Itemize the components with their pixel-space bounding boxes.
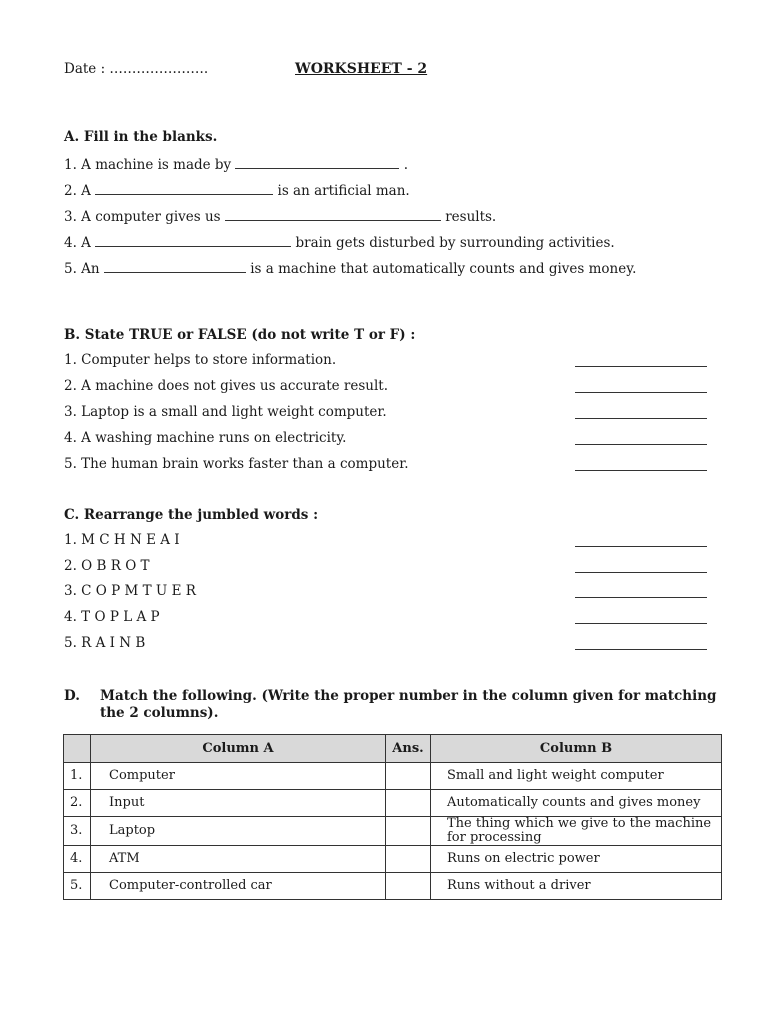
- column-b-cell: Runs without a driver: [431, 873, 722, 900]
- answer-cell[interactable]: [386, 846, 431, 873]
- true-false-item: 3. Laptop is a small and light weight computer.: [64, 404, 387, 420]
- answer-line: [575, 470, 707, 471]
- table-header-row: [64, 735, 722, 763]
- fill-blank-q5: 5. An is a machine that automatically counts and gives money.: [64, 261, 637, 277]
- worksheet-title: WORKSHEET - 2: [295, 61, 428, 77]
- answer-line: [575, 392, 707, 393]
- header-column-a: Column A: [91, 735, 386, 763]
- section-d-heading-line2: the 2 columns).: [100, 705, 219, 721]
- true-false-item: 5. The human brain works faster than a computer.: [64, 456, 409, 472]
- row-number: 4.: [64, 846, 91, 873]
- column-b-cell: Small and light weight computer: [431, 763, 722, 790]
- row-number: 2.: [64, 790, 91, 817]
- column-a-cell: Computer: [91, 763, 386, 790]
- row-number: 1.: [64, 763, 91, 790]
- answer-cell[interactable]: [386, 873, 431, 900]
- answer-cell[interactable]: [386, 817, 431, 846]
- column-a-cell: Input: [91, 790, 386, 817]
- true-false-item: 2. A machine does not gives us accurate result.: [64, 378, 389, 394]
- section-b-heading: B. State TRUE or FALSE (do not write T or F) :: [64, 327, 416, 343]
- blank-line: [104, 259, 246, 273]
- jumbled-word-item: 2. O B R O T: [64, 558, 150, 574]
- jumbled-word-item: 4. T O P L A P: [64, 609, 160, 625]
- answer-cell[interactable]: [386, 790, 431, 817]
- fill-blank-q1: 1. A machine is made by .: [64, 157, 409, 173]
- blank-line: [235, 155, 399, 169]
- column-b-cell: The thing which we give to the machine for processing: [431, 817, 722, 846]
- section-d-label: D.: [64, 688, 80, 704]
- column-b-cell: Runs on electric power: [431, 846, 722, 873]
- jumbled-word-item: 3. C O P M T U E R: [64, 583, 196, 599]
- blank-line: [95, 181, 273, 195]
- table-row: [64, 817, 722, 846]
- header-ans: Ans.: [386, 735, 431, 763]
- true-false-item: 4. A washing machine runs on electricity.: [64, 430, 347, 446]
- section-c-heading: C. Rearrange the jumbled words :: [64, 507, 319, 523]
- fill-blank-q4: 4. A brain gets disturbed by surrounding activities.: [64, 235, 615, 251]
- section-a-heading: A. Fill in the blanks.: [64, 129, 218, 145]
- column-a-cell: ATM: [91, 846, 386, 873]
- answer-line: [575, 418, 707, 419]
- row-number: 5.: [64, 873, 91, 900]
- jumbled-word-item: 1. M C H N E A I: [64, 532, 180, 548]
- header-column-b: Column B: [431, 735, 722, 763]
- table-row: [64, 790, 722, 817]
- answer-line: [575, 623, 707, 624]
- table-row: [64, 873, 722, 900]
- date-label: Date : ………………….: [64, 61, 209, 77]
- true-false-item: 1. Computer helps to store information.: [64, 352, 337, 368]
- table-row: [64, 763, 722, 790]
- answer-line: [575, 572, 707, 573]
- fill-blank-q3: 3. A computer gives us results.: [64, 209, 497, 225]
- answer-cell[interactable]: [386, 763, 431, 790]
- answer-line: [575, 649, 707, 650]
- header-num-cell: [64, 735, 91, 763]
- column-a-cell: Laptop: [91, 817, 386, 846]
- answer-line: [575, 366, 707, 367]
- table-row: [64, 846, 722, 873]
- blank-line: [225, 207, 441, 221]
- match-table: [63, 734, 722, 900]
- column-a-cell: Computer-controlled car: [91, 873, 386, 900]
- answer-line: [575, 597, 707, 598]
- column-b-cell: Automatically counts and gives money: [431, 790, 722, 817]
- jumbled-word-item: 5. R A I N B: [64, 635, 146, 651]
- answer-line: [575, 546, 707, 547]
- blank-line: [95, 233, 291, 247]
- section-d-heading-line1: Match the following. (Write the proper number in the column given for matching: [100, 688, 717, 704]
- answer-line: [575, 444, 707, 445]
- row-number: 3.: [64, 817, 91, 846]
- fill-blank-q2: 2. A is an artificial man.: [64, 183, 410, 199]
